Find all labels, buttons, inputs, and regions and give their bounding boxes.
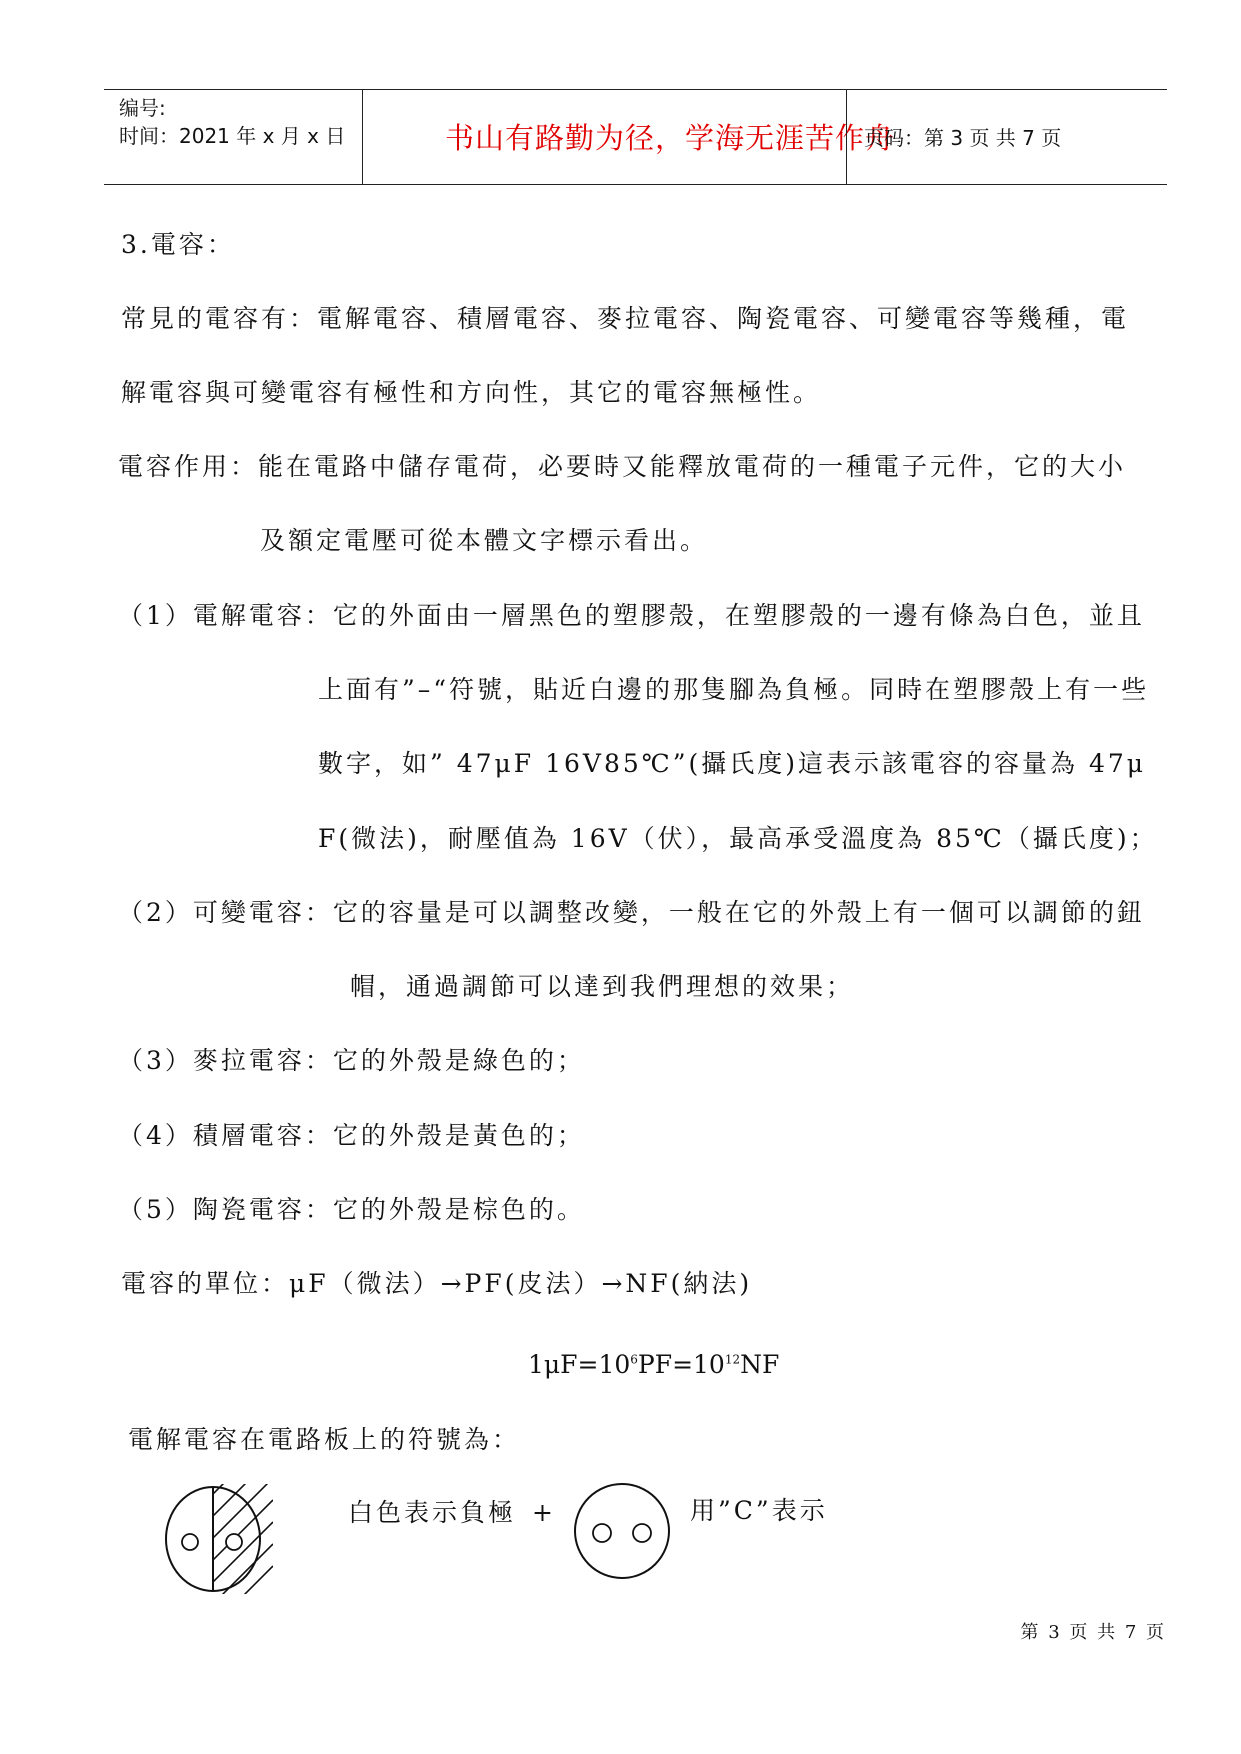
plus-sign: + [532, 1498, 556, 1527]
list-item: （4）積層電容：它的外殼是黃色的； [118, 1121, 585, 1150]
legend-white-negative: 白色表示負極 [348, 1498, 517, 1527]
equation-part: 1μF=10 [528, 1350, 631, 1379]
equation-exponent: 12 [724, 1352, 741, 1367]
section-title: 3.電容： [121, 230, 235, 259]
paragraph-line: 解電容與可變電容有極性和方向性，其它的電容無極性。 [121, 378, 822, 407]
page-footer: 第 3 页 共 7 页 [1020, 1622, 1166, 1643]
document-header [104, 89, 1167, 185]
list-item: （2）可變電容：它的容量是可以調整改變，一般在它的外殼上有一個可以調節的鈕 [118, 898, 1145, 927]
symbol-intro: 電解電容在電路板上的符號為： [128, 1425, 521, 1454]
list-item-continued: 數字，如” 47μF 16V85℃”(攝氏度)這表示該電容的容量為 47μ [318, 749, 1147, 778]
header-divider [846, 90, 847, 184]
list-item-continued: F(微法)，耐壓值為 16V（伏），最高承受溫度為 85℃（攝氏度)； [318, 824, 1158, 853]
header-page-label: 页码：第 3 页 共 7 页 [864, 126, 1062, 150]
time-label: 时间：2021 年 x 月 x 日 [119, 124, 346, 148]
list-item-continued: 上面有”–“符號，貼近白邊的那隻腳為負極。同時在塑膠殼上有一些 [318, 675, 1150, 704]
capacitor-c-symbol [572, 1481, 672, 1581]
electrolytic-capacitor-symbol [163, 1484, 263, 1594]
equation-exponent: 6 [630, 1352, 638, 1367]
paragraph-line: 常見的電容有：電解電容、積層電容、麥拉電容、陶瓷電容、可變電容等幾種，電 [121, 304, 1130, 333]
paragraph-line: 電容作用：能在電路中儲存電荷，必要時又能釋放電荷的一種電子元件，它的大小 [118, 452, 1127, 481]
legend-c: 用”C”表示 [690, 1496, 828, 1525]
header-divider [362, 90, 363, 184]
equation-part: NF [740, 1350, 780, 1379]
list-item-continued: 帽，通過調節可以達到我們理想的效果； [350, 972, 855, 1001]
header-motto: 书山有路勤为径，学海无涯苦作舟 [444, 121, 895, 155]
unit-equation [528, 1350, 779, 1379]
list-item: （5）陶瓷電容：它的外殼是棕色的。 [118, 1195, 585, 1224]
list-item: （1）電解電容：它的外面由一層黑色的塑膠殼，在塑膠殼的一邊有條為白色，並且 [118, 601, 1145, 630]
paragraph-line: 及額定電壓可從本體文字標示看出。 [260, 526, 709, 555]
number-label: 编号: [119, 96, 166, 120]
list-item: （3）麥拉電容：它的外殼是綠色的； [118, 1046, 585, 1075]
unit-line: 電容的單位：μF（微法）→PF(皮法）→NF(納法) [121, 1269, 753, 1298]
header-info [119, 94, 345, 150]
equation-part: PF=10 [637, 1350, 725, 1379]
